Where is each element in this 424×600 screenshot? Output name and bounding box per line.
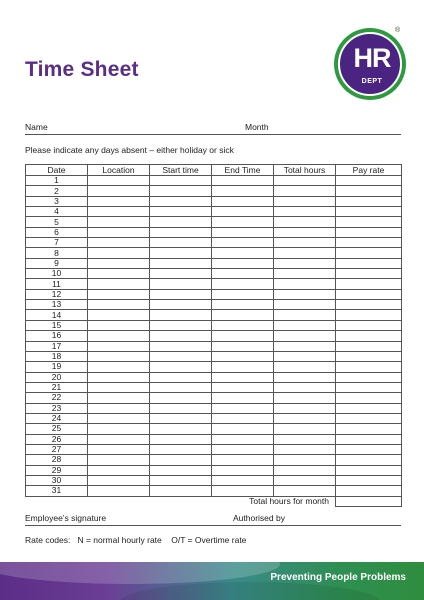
date-cell: 14 — [26, 310, 88, 320]
entry-cell[interactable] — [336, 300, 402, 310]
entry-cell[interactable] — [336, 351, 402, 361]
entry-cell[interactable] — [88, 465, 150, 475]
entry-cell[interactable] — [88, 186, 150, 196]
entry-cell[interactable] — [274, 176, 336, 186]
date-cell: 1 — [26, 176, 88, 186]
authorised-by-label: Authorised by — [233, 513, 285, 523]
entry-cell[interactable] — [274, 207, 336, 217]
date-cell: 16 — [26, 331, 88, 341]
table-row — [26, 444, 402, 454]
entry-cell[interactable] — [150, 403, 212, 413]
entry-cell[interactable] — [88, 393, 150, 403]
entry-cell[interactable] — [212, 475, 274, 485]
entry-cell[interactable] — [212, 331, 274, 341]
entry-cell[interactable] — [150, 465, 212, 475]
table-row — [26, 455, 402, 465]
entry-cell[interactable] — [150, 393, 212, 403]
entry-cell[interactable] — [150, 434, 212, 444]
date-cell: 6 — [26, 227, 88, 237]
entry-cell[interactable] — [212, 238, 274, 248]
footer-banner — [0, 562, 424, 600]
column-header: Pay rate — [336, 165, 402, 176]
entry-cell[interactable] — [212, 465, 274, 475]
entry-cell[interactable] — [212, 413, 274, 423]
entry-cell[interactable] — [150, 413, 212, 423]
date-cell: 4 — [26, 207, 88, 217]
entry-cell[interactable] — [150, 207, 212, 217]
entry-cell[interactable] — [274, 475, 336, 485]
table-row — [26, 465, 402, 475]
date-cell: 22 — [26, 393, 88, 403]
entry-cell[interactable] — [88, 258, 150, 268]
table-header-row — [26, 165, 402, 176]
entry-cell[interactable] — [274, 331, 336, 341]
entry-cell[interactable] — [336, 207, 402, 217]
date-cell: 3 — [26, 196, 88, 206]
entry-cell[interactable] — [336, 372, 402, 382]
entry-cell[interactable] — [336, 475, 402, 485]
logo-subtext: DEPT — [361, 78, 383, 85]
column-header: Location — [88, 165, 150, 176]
entry-cell[interactable] — [88, 248, 150, 258]
entry-cell[interactable] — [336, 269, 402, 279]
entry-cell[interactable] — [212, 207, 274, 217]
date-cell: 27 — [26, 444, 88, 454]
date-cell: 29 — [26, 465, 88, 475]
entry-cell[interactable] — [88, 207, 150, 217]
entry-cell[interactable] — [88, 455, 150, 465]
entry-cell[interactable] — [88, 424, 150, 434]
entry-cell[interactable] — [274, 269, 336, 279]
table-row — [26, 176, 402, 186]
entry-cell[interactable] — [274, 434, 336, 444]
entry-cell[interactable] — [212, 486, 274, 496]
entry-cell[interactable] — [336, 465, 402, 475]
table-row — [26, 320, 402, 330]
entry-cell[interactable] — [336, 341, 402, 351]
entry-cell[interactable] — [212, 289, 274, 299]
column-header: End Time — [212, 165, 274, 176]
date-cell: 8 — [26, 248, 88, 258]
entry-cell[interactable] — [150, 196, 212, 206]
entry-cell[interactable] — [88, 413, 150, 423]
table-row — [26, 486, 402, 496]
entry-cell[interactable] — [150, 238, 212, 248]
column-header: Total hours — [274, 165, 336, 176]
entry-cell[interactable] — [150, 248, 212, 258]
date-cell: 11 — [26, 279, 88, 289]
table-row — [26, 238, 402, 248]
table-row — [26, 331, 402, 341]
table-row — [26, 196, 402, 206]
entry-cell[interactable] — [88, 300, 150, 310]
entry-cell[interactable] — [212, 176, 274, 186]
entry-cell[interactable] — [212, 310, 274, 320]
table-row — [26, 258, 402, 268]
entry-cell[interactable] — [150, 372, 212, 382]
entry-cell[interactable] — [88, 310, 150, 320]
table-row — [26, 310, 402, 320]
total-row — [26, 496, 402, 506]
entry-cell[interactable] — [274, 393, 336, 403]
table-row — [26, 413, 402, 423]
date-cell: 23 — [26, 403, 88, 413]
entry-cell[interactable] — [150, 320, 212, 330]
signature-row — [25, 512, 401, 526]
entry-cell[interactable] — [212, 269, 274, 279]
entry-cell[interactable] — [150, 351, 212, 361]
entry-cell[interactable] — [212, 434, 274, 444]
table-row — [26, 207, 402, 217]
entry-cell[interactable] — [336, 227, 402, 237]
entry-cell[interactable] — [212, 382, 274, 392]
entry-cell[interactable] — [150, 486, 212, 496]
entry-cell[interactable] — [212, 403, 274, 413]
entry-cell[interactable] — [150, 341, 212, 351]
entry-cell[interactable] — [274, 310, 336, 320]
entry-cell[interactable] — [336, 393, 402, 403]
entry-cell[interactable] — [150, 475, 212, 485]
entry-cell[interactable] — [212, 424, 274, 434]
entry-cell[interactable] — [88, 382, 150, 392]
entry-cell[interactable] — [212, 279, 274, 289]
entry-cell[interactable] — [212, 227, 274, 237]
rate-codes: Rate codes: N = normal hourly rate O/T = Overtime rate — [25, 535, 247, 545]
entry-cell[interactable] — [336, 320, 402, 330]
table-row — [26, 382, 402, 392]
entry-cell[interactable] — [336, 310, 402, 320]
entry-cell[interactable] — [336, 403, 402, 413]
page-title: Time Sheet — [25, 58, 139, 81]
entry-cell[interactable] — [150, 331, 212, 341]
entry-cell[interactable] — [274, 320, 336, 330]
entry-cell[interactable] — [336, 362, 402, 372]
entry-cell[interactable] — [274, 403, 336, 413]
date-cell: 18 — [26, 351, 88, 361]
entry-cell[interactable] — [274, 227, 336, 237]
entry-cell[interactable] — [212, 217, 274, 227]
date-cell: 31 — [26, 486, 88, 496]
entry-cell[interactable] — [88, 341, 150, 351]
table-row — [26, 434, 402, 444]
entry-cell[interactable] — [336, 444, 402, 454]
date-cell: 9 — [26, 258, 88, 268]
entry-cell[interactable] — [88, 372, 150, 382]
date-cell: 2 — [26, 186, 88, 196]
entry-cell[interactable] — [274, 413, 336, 423]
entry-cell[interactable] — [88, 238, 150, 248]
entry-cell[interactable] — [336, 434, 402, 444]
table-row — [26, 279, 402, 289]
entry-cell[interactable] — [336, 176, 402, 186]
date-cell: 7 — [26, 238, 88, 248]
entry-cell[interactable] — [150, 300, 212, 310]
entry-cell[interactable] — [274, 465, 336, 475]
entry-cell[interactable] — [88, 227, 150, 237]
entry-cell[interactable] — [212, 300, 274, 310]
entry-cell[interactable] — [212, 258, 274, 268]
entry-cell[interactable] — [274, 351, 336, 361]
entry-cell[interactable] — [274, 248, 336, 258]
entry-cell[interactable] — [274, 196, 336, 206]
table-row — [26, 403, 402, 413]
footer-wave — [0, 562, 280, 584]
entry-cell[interactable] — [212, 351, 274, 361]
date-cell: 17 — [26, 341, 88, 351]
entry-cell[interactable] — [88, 475, 150, 485]
table-row — [26, 424, 402, 434]
column-header: Start time — [150, 165, 212, 176]
date-cell: 13 — [26, 300, 88, 310]
entry-cell[interactable] — [274, 444, 336, 454]
table-row — [26, 269, 402, 279]
entry-cell[interactable] — [150, 217, 212, 227]
absence-note: Please indicate any days absent – either holiday or sick — [25, 145, 234, 155]
date-cell: 5 — [26, 217, 88, 227]
table-row — [26, 186, 402, 196]
logo-badge — [338, 32, 402, 96]
entry-cell[interactable] — [336, 196, 402, 206]
entry-cell[interactable] — [336, 248, 402, 258]
entry-cell[interactable] — [274, 300, 336, 310]
table-row — [26, 217, 402, 227]
table-row — [26, 289, 402, 299]
employee-signature-label: Employee’s signature — [25, 513, 107, 523]
entry-cell[interactable] — [274, 341, 336, 351]
date-cell: 25 — [26, 424, 88, 434]
table-row — [26, 351, 402, 361]
date-cell: 20 — [26, 372, 88, 382]
entry-cell[interactable] — [212, 362, 274, 372]
table-row — [26, 341, 402, 351]
entry-cell[interactable] — [150, 186, 212, 196]
entry-cell[interactable] — [88, 269, 150, 279]
entry-cell[interactable] — [274, 238, 336, 248]
footer-wave — [120, 582, 380, 600]
name-month-row — [25, 121, 401, 135]
entry-cell[interactable] — [88, 217, 150, 227]
entry-cell[interactable] — [150, 310, 212, 320]
table-row — [26, 372, 402, 382]
table-row — [26, 362, 402, 372]
entry-cell[interactable] — [212, 341, 274, 351]
entry-cell[interactable] — [88, 279, 150, 289]
entry-cell[interactable] — [274, 424, 336, 434]
entry-cell[interactable] — [274, 372, 336, 382]
date-cell: 28 — [26, 455, 88, 465]
entry-cell[interactable] — [212, 196, 274, 206]
date-cell: 15 — [26, 320, 88, 330]
entry-cell[interactable] — [336, 238, 402, 248]
entry-cell[interactable] — [150, 176, 212, 186]
entry-cell[interactable] — [150, 362, 212, 372]
entry-cell[interactable] — [88, 444, 150, 454]
entry-cell[interactable] — [150, 258, 212, 268]
entry-cell[interactable] — [212, 444, 274, 454]
entry-cell[interactable] — [274, 186, 336, 196]
entry-cell[interactable] — [212, 372, 274, 382]
date-cell: 12 — [26, 289, 88, 299]
entry-cell[interactable] — [336, 455, 402, 465]
entry-cell[interactable] — [88, 320, 150, 330]
date-cell: 10 — [26, 269, 88, 279]
entry-cell[interactable] — [150, 382, 212, 392]
registered-mark: ® — [395, 27, 401, 34]
entry-cell[interactable] — [336, 217, 402, 227]
column-header: Date — [26, 165, 88, 176]
entry-cell[interactable] — [274, 382, 336, 392]
date-cell: 30 — [26, 475, 88, 485]
entry-cell[interactable] — [212, 248, 274, 258]
entry-cell[interactable] — [274, 279, 336, 289]
total-hours-cell[interactable] — [336, 496, 402, 506]
date-cell: 21 — [26, 382, 88, 392]
entry-cell[interactable] — [274, 362, 336, 372]
entry-cell[interactable] — [150, 279, 212, 289]
entry-cell[interactable] — [88, 351, 150, 361]
table-row — [26, 393, 402, 403]
entry-cell[interactable] — [88, 289, 150, 299]
logo-text: HR — [353, 43, 391, 73]
entry-cell[interactable] — [150, 444, 212, 454]
entry-cell[interactable] — [336, 486, 402, 496]
entry-cell[interactable] — [212, 393, 274, 403]
entry-cell[interactable] — [336, 279, 402, 289]
entry-cell[interactable] — [88, 403, 150, 413]
table-body — [26, 176, 402, 507]
entry-cell[interactable] — [150, 424, 212, 434]
footer-tagline: Preventing People Problems — [270, 572, 406, 583]
entry-cell[interactable] — [212, 455, 274, 465]
entry-cell[interactable] — [336, 186, 402, 196]
hr-dept-logo — [334, 28, 406, 100]
entry-cell[interactable] — [274, 289, 336, 299]
entry-cell[interactable] — [274, 258, 336, 268]
entry-cell[interactable] — [336, 289, 402, 299]
table-row — [26, 227, 402, 237]
name-label: Name — [25, 122, 48, 132]
timesheet-table — [25, 164, 402, 507]
entry-cell[interactable] — [88, 362, 150, 372]
entry-cell[interactable] — [88, 196, 150, 206]
entry-cell[interactable] — [336, 331, 402, 341]
entry-cell[interactable] — [336, 424, 402, 434]
entry-cell[interactable] — [336, 382, 402, 392]
entry-cell[interactable] — [150, 289, 212, 299]
entry-cell[interactable] — [150, 269, 212, 279]
entry-cell[interactable] — [336, 413, 402, 423]
table-row — [26, 248, 402, 258]
entry-cell[interactable] — [212, 320, 274, 330]
table-row — [26, 300, 402, 310]
entry-cell[interactable] — [88, 434, 150, 444]
total-hours-label: Total hours for month — [26, 496, 336, 506]
entry-cell[interactable] — [150, 455, 212, 465]
entry-cell[interactable] — [274, 217, 336, 227]
entry-cell[interactable] — [88, 176, 150, 186]
date-cell: 26 — [26, 434, 88, 444]
entry-cell[interactable] — [150, 227, 212, 237]
entry-cell[interactable] — [336, 258, 402, 268]
entry-cell[interactable] — [88, 486, 150, 496]
table-row — [26, 475, 402, 485]
date-cell: 24 — [26, 413, 88, 423]
entry-cell[interactable] — [88, 331, 150, 341]
date-cell: 19 — [26, 362, 88, 372]
month-label: Month — [245, 122, 269, 132]
entry-cell[interactable] — [212, 186, 274, 196]
entry-cell[interactable] — [274, 486, 336, 496]
entry-cell[interactable] — [274, 455, 336, 465]
